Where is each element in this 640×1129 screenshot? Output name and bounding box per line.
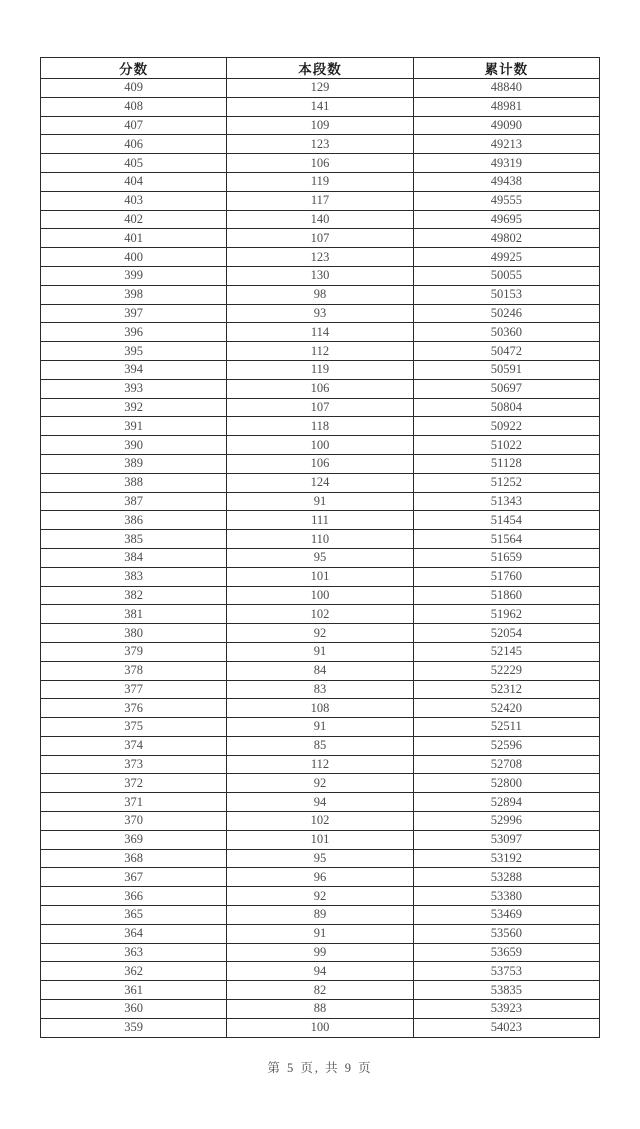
table-cell: 99 xyxy=(227,943,413,962)
table-row xyxy=(41,417,600,436)
table-cell: 52229 xyxy=(413,661,599,680)
table-row xyxy=(41,887,600,906)
table-cell: 373 xyxy=(41,755,227,774)
table-cell: 50697 xyxy=(413,379,599,398)
table-row xyxy=(41,266,600,285)
table-cell: 360 xyxy=(41,1000,227,1019)
table-cell: 85 xyxy=(227,736,413,755)
table-cell: 370 xyxy=(41,812,227,831)
table-cell: 52996 xyxy=(413,812,599,831)
table-cell: 117 xyxy=(227,191,413,210)
table-cell: 391 xyxy=(41,417,227,436)
table-body xyxy=(41,79,600,1038)
table-row xyxy=(41,943,600,962)
table-cell: 52708 xyxy=(413,755,599,774)
table-cell: 50472 xyxy=(413,342,599,361)
table-cell: 377 xyxy=(41,680,227,699)
table-cell: 129 xyxy=(227,79,413,98)
table-cell: 406 xyxy=(41,135,227,154)
table-cell: 106 xyxy=(227,154,413,173)
table-cell: 385 xyxy=(41,530,227,549)
table-cell: 51962 xyxy=(413,605,599,624)
table-cell: 50153 xyxy=(413,285,599,304)
table-cell: 381 xyxy=(41,605,227,624)
table-cell: 49555 xyxy=(413,191,599,210)
table-cell: 53835 xyxy=(413,981,599,1000)
table-cell: 119 xyxy=(227,172,413,191)
table-cell: 119 xyxy=(227,360,413,379)
table-row xyxy=(41,699,600,718)
table-row xyxy=(41,642,600,661)
table-header xyxy=(41,58,600,79)
table-cell: 52894 xyxy=(413,793,599,812)
table-cell: 372 xyxy=(41,774,227,793)
table-cell: 50055 xyxy=(413,266,599,285)
table-cell: 52145 xyxy=(413,642,599,661)
table-cell: 388 xyxy=(41,473,227,492)
table-cell: 368 xyxy=(41,849,227,868)
table-cell: 93 xyxy=(227,304,413,323)
table-row xyxy=(41,1000,600,1019)
table-row xyxy=(41,906,600,925)
table-cell: 50804 xyxy=(413,398,599,417)
table-cell: 409 xyxy=(41,79,227,98)
table-row xyxy=(41,774,600,793)
table-cell: 399 xyxy=(41,266,227,285)
table-cell: 94 xyxy=(227,793,413,812)
table-row xyxy=(41,191,600,210)
table-row xyxy=(41,172,600,191)
table-cell: 390 xyxy=(41,436,227,455)
table-row xyxy=(41,793,600,812)
table-cell: 363 xyxy=(41,943,227,962)
table-cell: 108 xyxy=(227,699,413,718)
table-row xyxy=(41,812,600,831)
table-cell: 84 xyxy=(227,661,413,680)
table-cell: 52054 xyxy=(413,624,599,643)
table-cell: 369 xyxy=(41,830,227,849)
table-cell: 392 xyxy=(41,398,227,417)
table-cell: 365 xyxy=(41,906,227,925)
table-row xyxy=(41,248,600,267)
table-row xyxy=(41,473,600,492)
table-cell: 398 xyxy=(41,285,227,304)
table-cell: 141 xyxy=(227,97,413,116)
table-cell: 383 xyxy=(41,567,227,586)
table-cell: 52312 xyxy=(413,680,599,699)
table-cell: 51454 xyxy=(413,511,599,530)
table-cell: 51128 xyxy=(413,454,599,473)
table-cell: 114 xyxy=(227,323,413,342)
table-cell: 396 xyxy=(41,323,227,342)
table-cell: 359 xyxy=(41,1018,227,1037)
table-cell: 51343 xyxy=(413,492,599,511)
table-row xyxy=(41,962,600,981)
table-cell: 371 xyxy=(41,793,227,812)
table-cell: 404 xyxy=(41,172,227,191)
table-row xyxy=(41,661,600,680)
table-cell: 405 xyxy=(41,154,227,173)
table-cell: 48840 xyxy=(413,79,599,98)
table-cell: 140 xyxy=(227,210,413,229)
table-row xyxy=(41,454,600,473)
table-cell: 375 xyxy=(41,718,227,737)
table-cell: 403 xyxy=(41,191,227,210)
table-cell: 379 xyxy=(41,642,227,661)
table-cell: 94 xyxy=(227,962,413,981)
table-row xyxy=(41,1018,600,1037)
table-cell: 51022 xyxy=(413,436,599,455)
table-cell: 107 xyxy=(227,398,413,417)
table-cell: 51659 xyxy=(413,548,599,567)
table-row xyxy=(41,79,600,98)
table-row xyxy=(41,680,600,699)
table-cell: 89 xyxy=(227,906,413,925)
table-cell: 53923 xyxy=(413,1000,599,1019)
table-cell: 107 xyxy=(227,229,413,248)
table-cell: 380 xyxy=(41,624,227,643)
table-cell: 366 xyxy=(41,887,227,906)
table-cell: 387 xyxy=(41,492,227,511)
table-cell: 51252 xyxy=(413,473,599,492)
table-row xyxy=(41,548,600,567)
table-cell: 53753 xyxy=(413,962,599,981)
table-cell: 52420 xyxy=(413,699,599,718)
header-score: 分数 xyxy=(41,58,227,79)
table-cell: 106 xyxy=(227,379,413,398)
table-row xyxy=(41,360,600,379)
table-cell: 400 xyxy=(41,248,227,267)
table-cell: 401 xyxy=(41,229,227,248)
table-cell: 49695 xyxy=(413,210,599,229)
table-row xyxy=(41,135,600,154)
page-indicator: 第 5 页, 共 9 页 xyxy=(267,1061,373,1075)
table-row xyxy=(41,379,600,398)
table-cell: 53097 xyxy=(413,830,599,849)
table-cell: 124 xyxy=(227,473,413,492)
table-cell: 101 xyxy=(227,567,413,586)
table-cell: 100 xyxy=(227,586,413,605)
table-row xyxy=(41,285,600,304)
table-cell: 364 xyxy=(41,924,227,943)
score-distribution-table xyxy=(40,57,600,1038)
table-cell: 123 xyxy=(227,135,413,154)
table-cell: 98 xyxy=(227,285,413,304)
table-row xyxy=(41,605,600,624)
table-cell: 91 xyxy=(227,924,413,943)
table-row xyxy=(41,755,600,774)
table-cell: 109 xyxy=(227,116,413,135)
table-cell: 100 xyxy=(227,1018,413,1037)
table-cell: 361 xyxy=(41,981,227,1000)
table-cell: 100 xyxy=(227,436,413,455)
table-cell: 111 xyxy=(227,511,413,530)
table-cell: 395 xyxy=(41,342,227,361)
table-row xyxy=(41,342,600,361)
table-cell: 92 xyxy=(227,774,413,793)
table-cell: 54023 xyxy=(413,1018,599,1037)
table-cell: 95 xyxy=(227,849,413,868)
table-cell: 386 xyxy=(41,511,227,530)
header-segment-count: 本段数 xyxy=(227,58,413,79)
table-cell: 53659 xyxy=(413,943,599,962)
table-cell: 389 xyxy=(41,454,227,473)
table-cell: 88 xyxy=(227,1000,413,1019)
table-row xyxy=(41,511,600,530)
table-cell: 53469 xyxy=(413,906,599,925)
table-cell: 95 xyxy=(227,548,413,567)
table-cell: 53560 xyxy=(413,924,599,943)
table-cell: 50591 xyxy=(413,360,599,379)
table-cell: 50922 xyxy=(413,417,599,436)
table-cell: 407 xyxy=(41,116,227,135)
table-cell: 362 xyxy=(41,962,227,981)
table-row xyxy=(41,492,600,511)
table-cell: 91 xyxy=(227,718,413,737)
table-row xyxy=(41,830,600,849)
table-row xyxy=(41,718,600,737)
table-row xyxy=(41,868,600,887)
table-row xyxy=(41,398,600,417)
table-cell: 408 xyxy=(41,97,227,116)
table-cell: 52511 xyxy=(413,718,599,737)
table-cell: 112 xyxy=(227,755,413,774)
table-cell: 402 xyxy=(41,210,227,229)
table-row xyxy=(41,736,600,755)
table-cell: 52596 xyxy=(413,736,599,755)
table-cell: 51564 xyxy=(413,530,599,549)
header-cumulative-count: 累计数 xyxy=(413,58,599,79)
table-header-row xyxy=(41,58,600,79)
table-row xyxy=(41,304,600,323)
table-cell: 102 xyxy=(227,605,413,624)
table-cell: 53380 xyxy=(413,887,599,906)
table-cell: 49802 xyxy=(413,229,599,248)
table-cell: 112 xyxy=(227,342,413,361)
table-cell: 49438 xyxy=(413,172,599,191)
table-cell: 382 xyxy=(41,586,227,605)
table-cell: 50246 xyxy=(413,304,599,323)
table-row xyxy=(41,624,600,643)
table-cell: 52800 xyxy=(413,774,599,793)
table-cell: 53192 xyxy=(413,849,599,868)
table-cell: 106 xyxy=(227,454,413,473)
table-row xyxy=(41,116,600,135)
table-cell: 49213 xyxy=(413,135,599,154)
table-cell: 384 xyxy=(41,548,227,567)
table-cell: 101 xyxy=(227,830,413,849)
table-cell: 397 xyxy=(41,304,227,323)
table-cell: 376 xyxy=(41,699,227,718)
table-row xyxy=(41,567,600,586)
table-cell: 53288 xyxy=(413,868,599,887)
table-cell: 367 xyxy=(41,868,227,887)
table-row xyxy=(41,323,600,342)
table-cell: 51860 xyxy=(413,586,599,605)
table-cell: 118 xyxy=(227,417,413,436)
table-cell: 49090 xyxy=(413,116,599,135)
table-cell: 51760 xyxy=(413,567,599,586)
table-row xyxy=(41,436,600,455)
table-cell: 48981 xyxy=(413,97,599,116)
table-cell: 49319 xyxy=(413,154,599,173)
table-cell: 83 xyxy=(227,680,413,699)
table-row xyxy=(41,530,600,549)
table-row xyxy=(41,981,600,1000)
table-row xyxy=(41,97,600,116)
table-row xyxy=(41,229,600,248)
table-cell: 92 xyxy=(227,624,413,643)
table-row xyxy=(41,849,600,868)
table-cell: 49925 xyxy=(413,248,599,267)
table-row xyxy=(41,210,600,229)
table-row xyxy=(41,154,600,173)
table-cell: 91 xyxy=(227,492,413,511)
table-cell: 91 xyxy=(227,642,413,661)
table-row xyxy=(41,924,600,943)
table-cell: 123 xyxy=(227,248,413,267)
table-cell: 92 xyxy=(227,887,413,906)
table-cell: 50360 xyxy=(413,323,599,342)
table-cell: 378 xyxy=(41,661,227,680)
table-cell: 393 xyxy=(41,379,227,398)
table-cell: 130 xyxy=(227,266,413,285)
table-cell: 110 xyxy=(227,530,413,549)
table-cell: 102 xyxy=(227,812,413,831)
table-cell: 394 xyxy=(41,360,227,379)
table-cell: 96 xyxy=(227,868,413,887)
table-row xyxy=(41,586,600,605)
table-cell: 374 xyxy=(41,736,227,755)
table-cell: 82 xyxy=(227,981,413,1000)
